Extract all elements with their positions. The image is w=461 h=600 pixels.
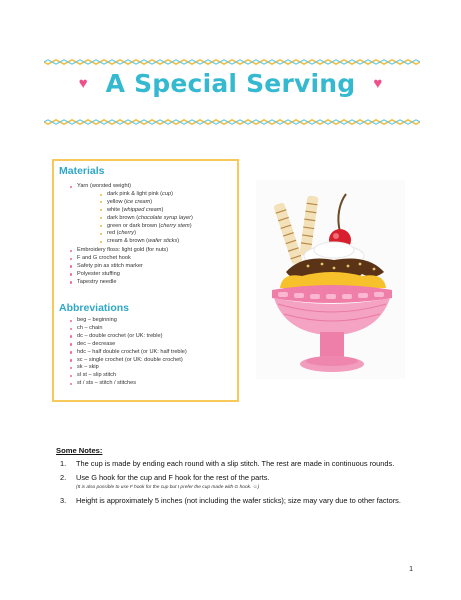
paren: ): [189, 222, 192, 229]
sundae-photo: [256, 180, 405, 379]
yarn-color: green or dark brown: [107, 222, 159, 229]
list-item: F and G crochet hook: [69, 255, 168, 263]
yarn-label: Yarn (worsted weight): [77, 183, 131, 189]
list-number: 2.: [60, 473, 67, 482]
list-item: st / sts – stitch / stitches: [69, 380, 187, 388]
list-item: [99, 230, 193, 238]
list-item: sl st – slip stitch: [69, 372, 187, 380]
notes-list-cont: [56, 496, 416, 505]
list-item: Safety pin as stitch marker: [69, 263, 168, 271]
list-item: dec – decrease: [69, 341, 187, 349]
abbreviations-heading: Abbreviations: [59, 302, 130, 314]
paren: (: [160, 190, 163, 197]
list-item: hdc – half double crochet (or UK: half treble): [69, 349, 187, 357]
yarn-use: whipped cream: [123, 206, 162, 213]
materials-box: [52, 159, 239, 402]
paren: (: [146, 238, 149, 245]
list-item: ch – chain: [69, 325, 187, 333]
yarn-color: cream & brown: [107, 238, 147, 245]
materials-list: [69, 183, 193, 246]
list-item: Embroidery floss: light gold (for nuts): [69, 247, 168, 255]
paren: ): [150, 198, 153, 205]
note-aside: (It is also possible to use F hook for the cup but I prefer the cup made with G hook. ☺): [76, 485, 260, 490]
paren: (: [124, 198, 126, 205]
title-row: [0, 66, 461, 100]
paren: (: [158, 222, 161, 229]
yarn-color: white: [107, 206, 122, 213]
bottom-wavy-divider: [44, 118, 420, 126]
list-item: Polyester stuffing: [69, 271, 168, 279]
yarn-sublist: [77, 191, 193, 246]
note-text: Use G hook for the cup and F hook for the rest of the parts.: [76, 473, 270, 482]
note-text: Height is approximately 5 inches (not including the wafer sticks); size may vary due to other factors.: [76, 496, 401, 505]
list-item: Tapestry needle: [69, 279, 168, 287]
paren: (: [116, 230, 119, 237]
yarn-use: cherry stem: [160, 222, 190, 229]
list-item: [99, 238, 193, 246]
list-item: [99, 207, 193, 215]
list-item: [99, 223, 193, 231]
yarn-use: cherry: [118, 230, 135, 237]
notes-list: [56, 459, 416, 482]
abbreviations-list: [69, 317, 187, 388]
paren: ): [161, 206, 164, 213]
paren: ): [177, 238, 180, 245]
page-title: A Special Serving: [105, 68, 356, 98]
yarn-color: dark brown: [107, 214, 137, 221]
list-number: 3.: [60, 496, 67, 505]
list-item: [56, 496, 416, 505]
list-number: 1.: [60, 459, 67, 468]
note-text: The cup is made by ending each round with a slip stitch. The rest are made in continuous rounds.: [76, 459, 395, 468]
yarn-color: yellow: [107, 198, 125, 205]
notes-heading: Some Notes:: [56, 446, 103, 455]
paren: ): [134, 230, 136, 237]
list-item: [99, 199, 193, 207]
yarn-color: dark pink & light pink: [107, 190, 161, 197]
heart-icon: ♥: [373, 74, 383, 92]
yarn-use: wafer sticks: [148, 238, 178, 245]
list-item: [56, 459, 416, 468]
materials-items: [69, 247, 168, 287]
list-item: dc – double crochet (or UK: treble): [69, 333, 187, 341]
paren: ): [190, 214, 193, 221]
list-item: sk – skip: [69, 364, 187, 372]
heart-icon: ♥: [78, 74, 88, 92]
list-item: sc – single crochet (or UK: double crochet): [69, 357, 187, 365]
list-item: [69, 183, 193, 246]
paren: ): [171, 190, 173, 197]
list-item: [99, 215, 193, 223]
top-wavy-divider: [44, 58, 420, 66]
yarn-color: red: [107, 230, 117, 237]
paren: (: [121, 206, 124, 213]
notes-section: [56, 446, 416, 510]
page-number: 1: [409, 566, 413, 573]
list-item: [99, 191, 193, 199]
paren: (: [136, 214, 139, 221]
list-item: [56, 473, 416, 482]
materials-heading: Materials: [59, 165, 105, 177]
yarn-use: ice cream: [125, 198, 151, 205]
yarn-use: chocolate syrup layer: [138, 214, 191, 221]
yarn-use: cup: [162, 190, 172, 197]
list-item: beg – beginning: [69, 317, 187, 325]
